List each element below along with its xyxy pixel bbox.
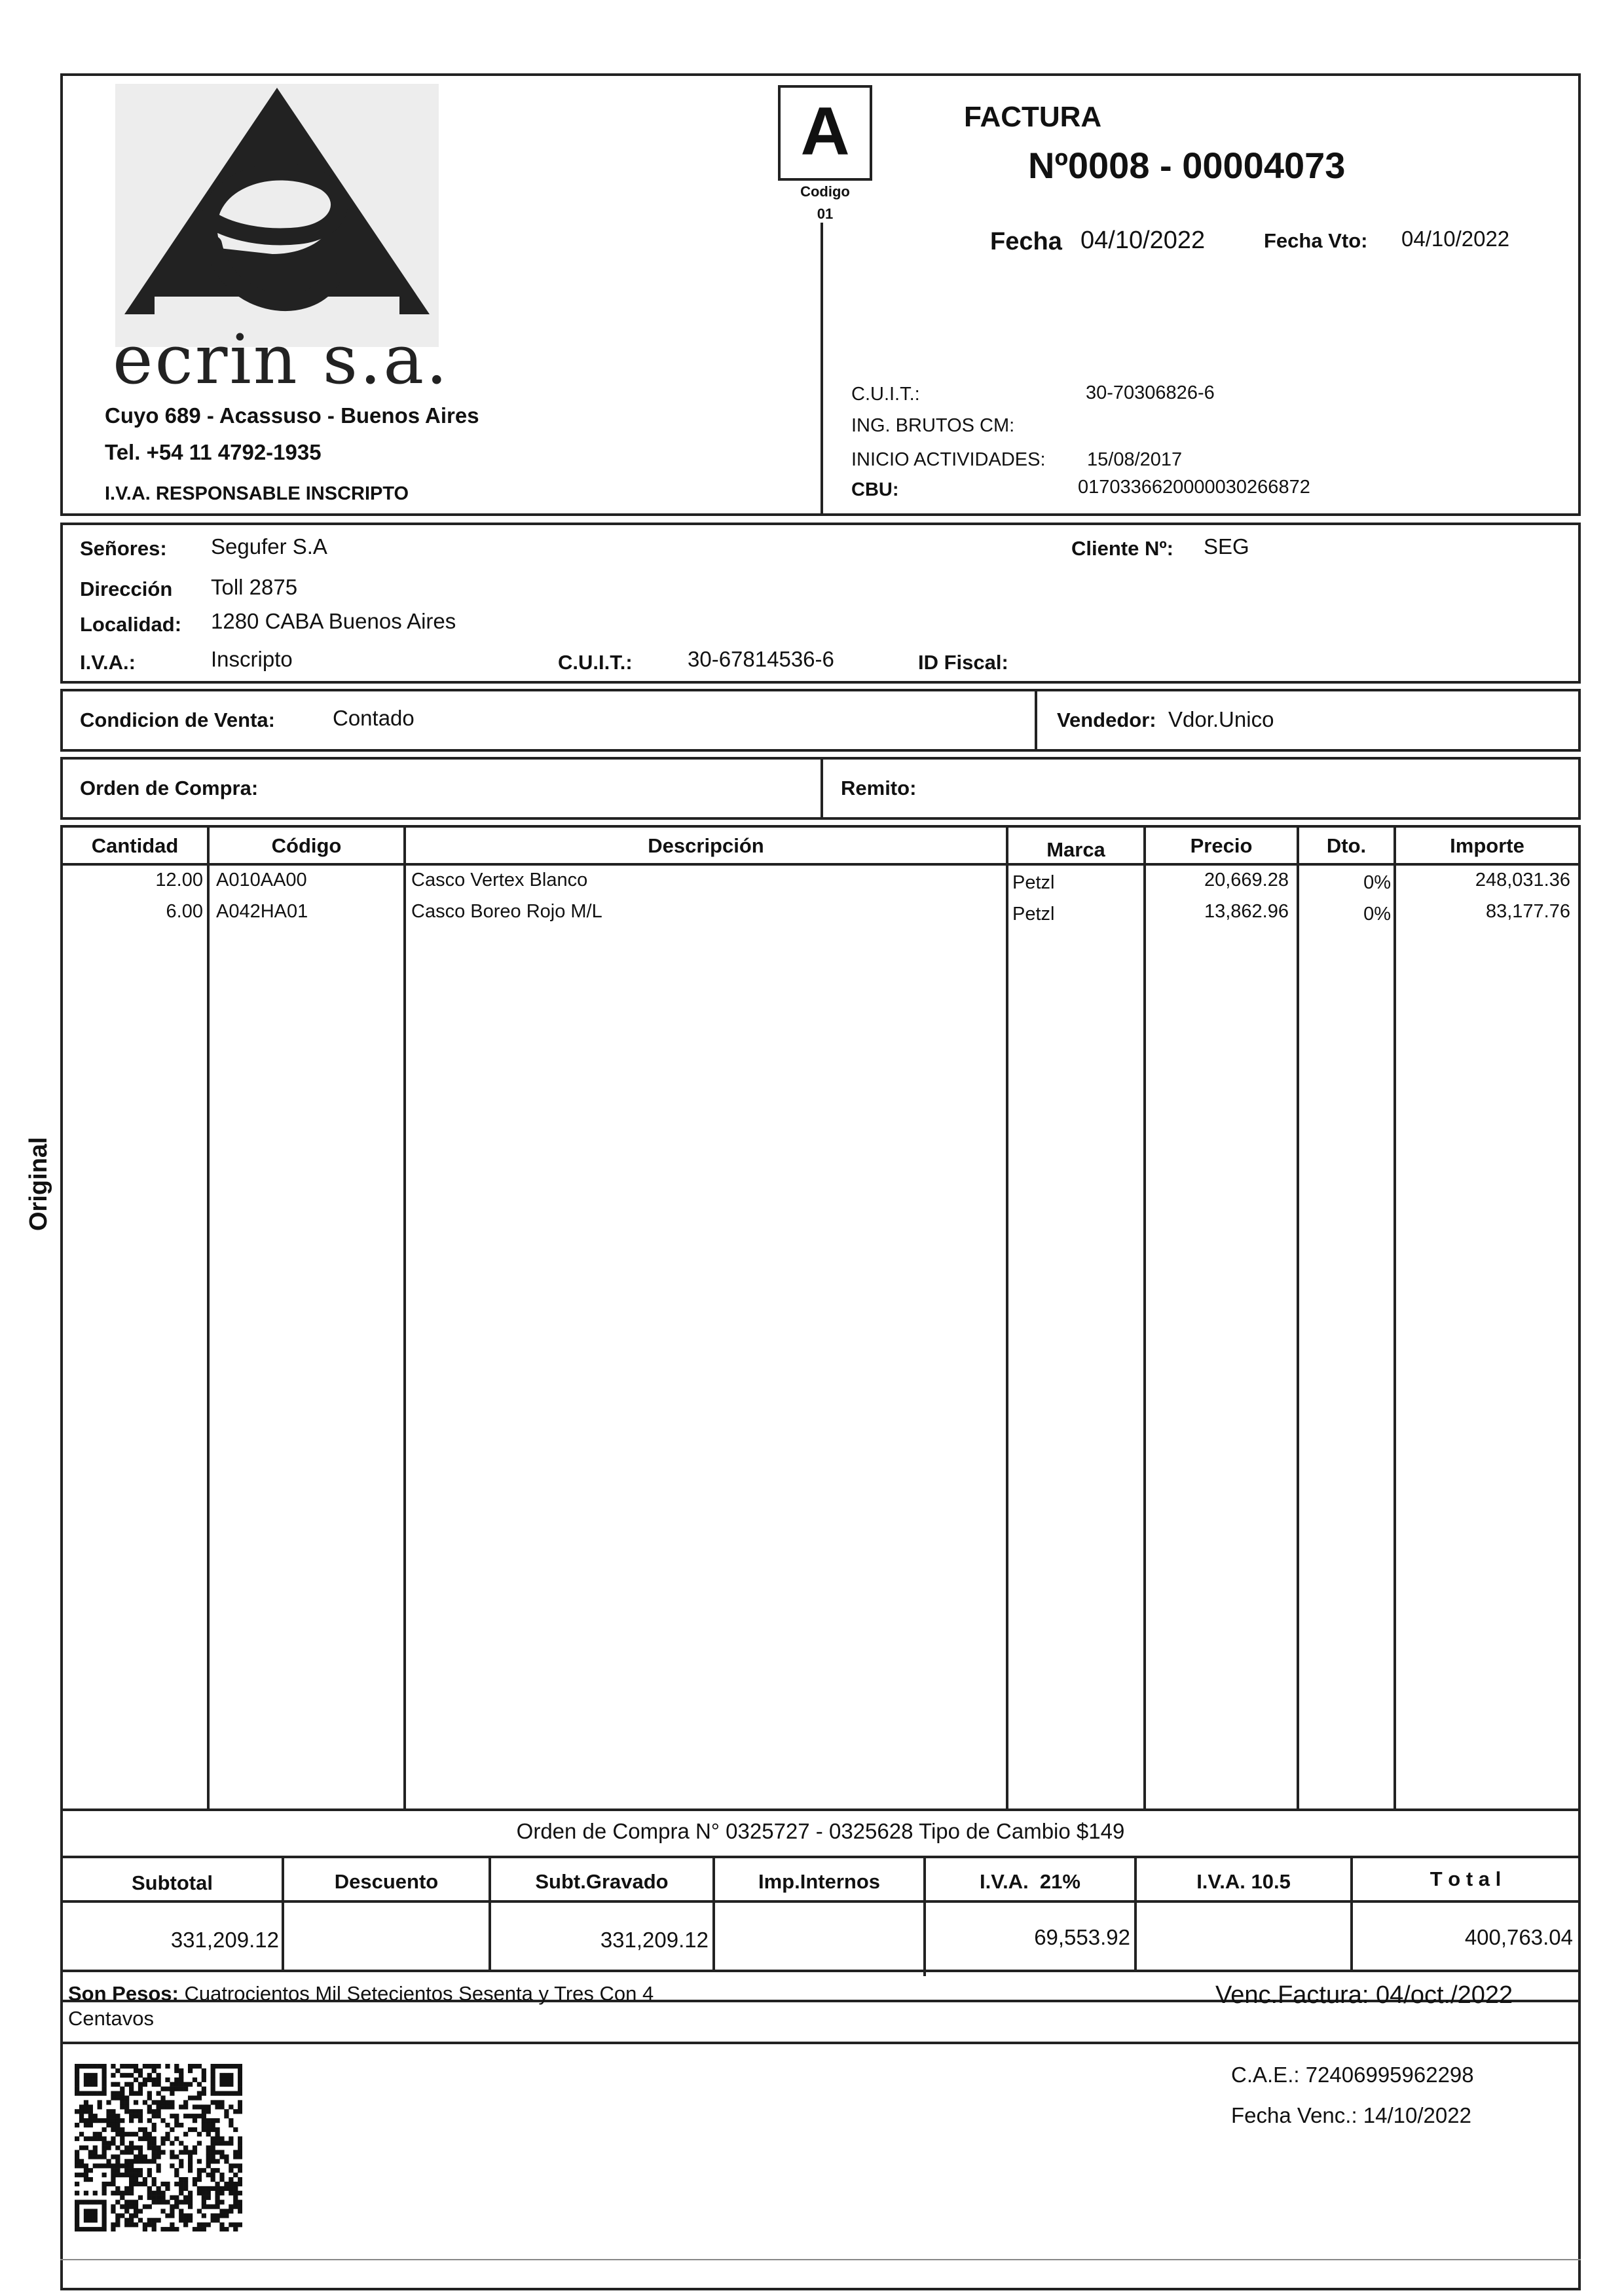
header-descripcion: Descripción [648, 834, 764, 857]
company-iva-condition: I.V.A. RESPONSABLE INSCRIPTO [105, 483, 409, 504]
totals-header-total: T o t a l [1430, 1867, 1502, 1890]
col-divider [403, 825, 406, 1810]
sale-seller: Vdor.Unico [1168, 707, 1274, 731]
invoice-code: 01 [817, 206, 834, 222]
table-cell-dto: 0% [1363, 904, 1391, 925]
table-cell-marca: Petzl [1012, 872, 1055, 893]
company-logo [115, 84, 439, 347]
invoice-title: FACTURA [964, 101, 1102, 133]
client-name-label: Señores: [80, 537, 167, 560]
invoice-code-label: Codigo [800, 183, 850, 200]
client-address: Toll 2875 [211, 575, 298, 599]
table-cell-cantidad: 6.00 [166, 901, 203, 922]
totals-header-subtotal: Subtotal [132, 1871, 213, 1894]
order-divider [821, 757, 823, 820]
company-phone: Tel. +54 11 4792-1935 [105, 440, 322, 464]
col-divider [1143, 825, 1146, 1810]
issuer-ing-brutos-label: ING. BRUTOS CM: [851, 415, 1015, 436]
header-marca: Marca [1046, 838, 1105, 861]
son-pesos-text: Cuatrocientos Mil Setecientos Sesenta y Tres Con 4 [184, 1982, 654, 2005]
table-cell-marca: Petzl [1012, 904, 1055, 925]
client-iva-label: I.V.A.: [80, 651, 136, 674]
client-locality: 1280 CABA Buenos Aires [211, 609, 456, 633]
invoice-date: 04/10/2022 [1080, 227, 1206, 254]
items-header-line [60, 863, 1581, 866]
cae-number: C.A.E.: 72406995962298 [1231, 2063, 1474, 2087]
totals-total: 400,763.04 [1464, 1925, 1573, 1949]
table-cell-importe: 83,177.76 [1485, 901, 1570, 922]
totals-iva-21: 69,553.92 [1034, 1925, 1130, 1949]
sale-conditions-box [60, 689, 1581, 752]
sale-condition-label: Condicion de Venta: [80, 708, 275, 731]
issuer-cuit: 30-70306826-6 [1086, 382, 1215, 403]
table-cell-codigo: A042HA01 [216, 901, 308, 922]
table-cell-descripcion: Casco Vertex Blanco [411, 870, 588, 890]
issuer-cbu-label: CBU: [851, 479, 899, 500]
col-divider [207, 825, 210, 1810]
col-divider [1297, 825, 1299, 1810]
client-iva: Inscripto [211, 647, 293, 671]
son-pesos-bottom-line [60, 2042, 1581, 2044]
client-name: Segufer S.A [211, 534, 327, 559]
son-pesos-text-line2: Centavos [68, 2007, 154, 2030]
table-cell-cantidad: 12.00 [155, 870, 203, 890]
company-address: Cuyo 689 - Acassuso - Buenos Aires [105, 403, 479, 428]
totals-header-iva-21: I.V.A. 21% [980, 1870, 1080, 1893]
client-locality-label: Localidad: [80, 613, 182, 636]
invoice-number: Nº0008 - 00004073 [1028, 145, 1346, 186]
sale-seller-label: Vendedor: [1057, 708, 1156, 731]
client-id-fiscal-label: ID Fiscal: [918, 651, 1008, 674]
order-label: Orden de Compra: [80, 777, 259, 799]
items-note: Orden de Compra N° 0325727 - 0325628 Tipo de Cambio $149 [516, 1819, 1125, 1843]
client-number-label: Cliente Nº: [1071, 537, 1173, 560]
son-pesos-label: Son Pesos: [68, 1982, 179, 2005]
sale-condition: Contado [333, 706, 415, 730]
totals-header-subt-gravado: Subt.Gravado [535, 1870, 669, 1893]
header-cantidad: Cantidad [91, 834, 179, 857]
totals-header-imp-internos: Imp.Internos [758, 1870, 880, 1893]
invoice-date-label: Fecha [990, 228, 1062, 255]
footer-line [60, 2259, 1581, 2260]
totals-subtotal: 331,209.12 [170, 1928, 279, 1952]
son-pesos-line [68, 1981, 1181, 2006]
venc-factura: Venc.Factura: 04/oct./2022 [1215, 1981, 1513, 2009]
client-cuit-label: C.U.I.T.: [558, 651, 633, 674]
issuer-inicio-label: INICIO ACTIVIDADES: [851, 449, 1046, 470]
table-cell-importe: 248,031.36 [1475, 870, 1570, 890]
copy-label: Original [25, 1137, 52, 1231]
totals-subt-gravado: 331,209.12 [600, 1928, 709, 1952]
table-cell-precio: 20,669.28 [1204, 870, 1289, 890]
invoice-due-date: 04/10/2022 [1401, 227, 1510, 251]
table-cell-dto: 0% [1363, 872, 1391, 893]
totals-header-iva-105: I.V.A. 10.5 [1196, 1870, 1291, 1893]
items-body-end-line [60, 1808, 1581, 1811]
header-codigo: Código [271, 834, 342, 857]
invoice-due-label: Fecha Vto: [1264, 229, 1368, 252]
table-cell-codigo: A010AA00 [216, 870, 307, 890]
issuer-cbu: 0170336620000030266872 [1078, 477, 1310, 498]
son-pesos-clip [68, 1981, 1181, 2038]
company-name: ecrin s.a. [113, 320, 450, 399]
issuer-inicio: 15/08/2017 [1087, 449, 1183, 470]
header-importe: Importe [1450, 834, 1524, 857]
col-divider [1006, 825, 1008, 1810]
cae-due-date: Fecha Venc.: 14/10/2022 [1231, 2103, 1471, 2127]
client-number: SEG [1204, 534, 1249, 559]
totals-header-descuento: Descuento [334, 1870, 439, 1893]
header-divider [821, 223, 823, 515]
qr-code [75, 2064, 242, 2231]
table-cell-descripcion: Casco Boreo Rojo M/L [411, 901, 602, 922]
header-precio: Precio [1190, 834, 1253, 857]
invoice-type-letter: A [800, 94, 850, 170]
issuer-cuit-label: C.U.I.T.: [851, 384, 920, 405]
sale-conditions-divider [1035, 689, 1037, 752]
remito-label: Remito: [841, 777, 917, 799]
table-cell-precio: 13,862.96 [1204, 901, 1289, 922]
client-cuit: 30-67814536-6 [688, 647, 834, 671]
header-dto: Dto. [1326, 834, 1367, 857]
col-divider [1393, 825, 1396, 1810]
client-address-label: Dirección [80, 578, 173, 600]
